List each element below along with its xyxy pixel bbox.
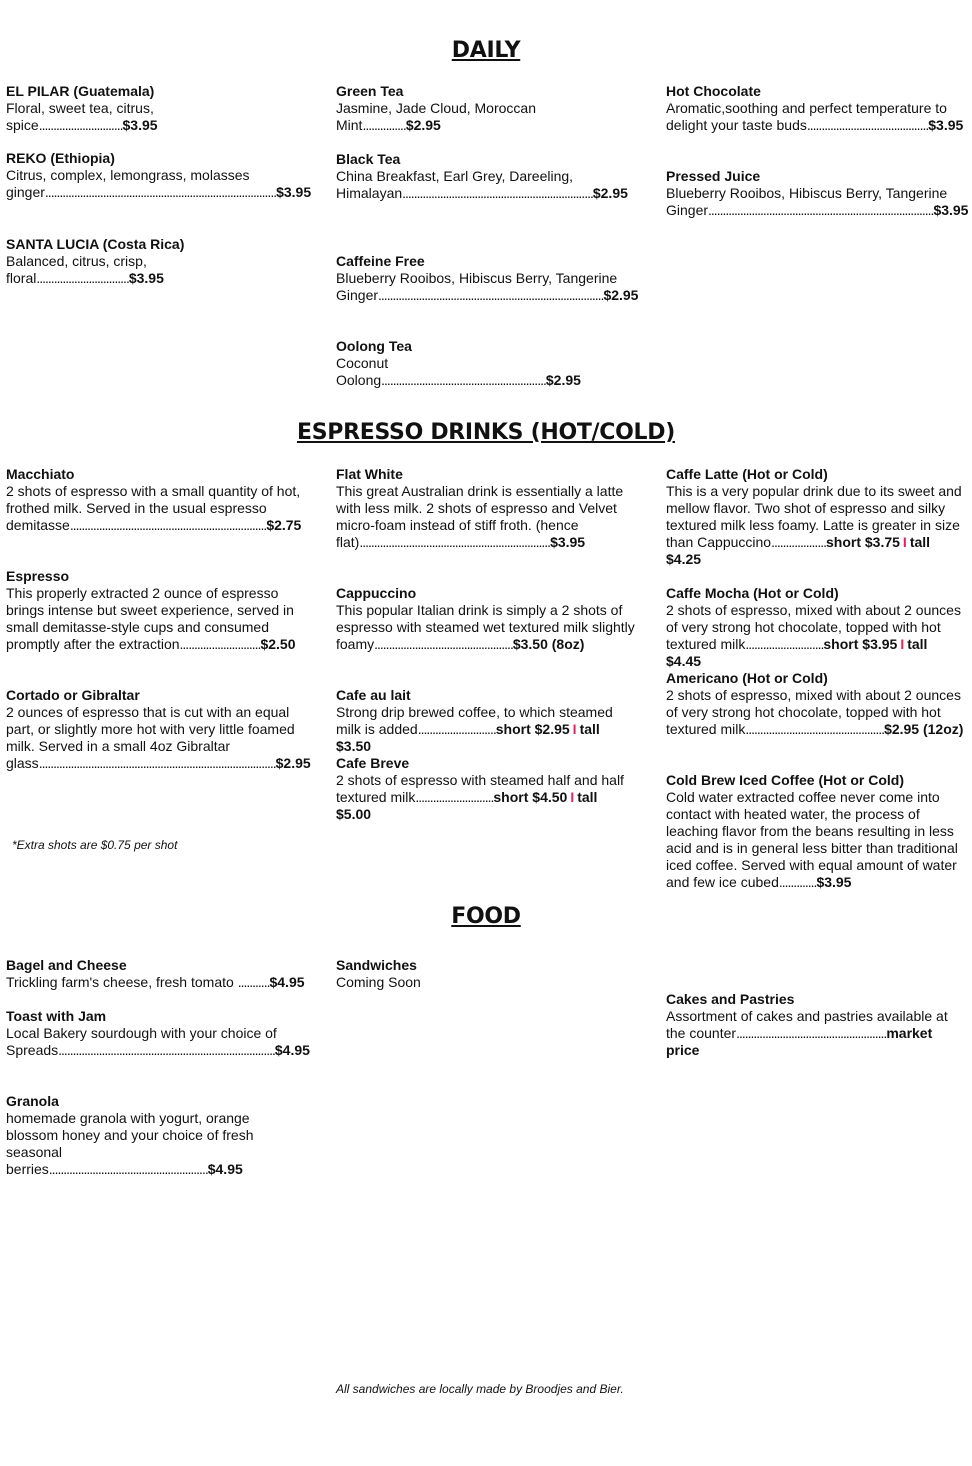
- item-name: Caffeine Free: [336, 253, 425, 269]
- item-name: Toast with Jam: [6, 1008, 107, 1024]
- leader-dots: ..............................................................................: [378, 287, 604, 303]
- item-description: Blueberry Rooibos, Hibiscus Berry, Tangerine Ginger: [666, 185, 948, 218]
- leader-dots: ................................: [36, 270, 129, 286]
- leader-dots: ...........................: [417, 721, 496, 737]
- item-price: $2.95: [545, 372, 581, 388]
- leader-dots: .............: [778, 874, 817, 890]
- item-price: $3.95: [816, 874, 852, 890]
- item-price: $4.95: [274, 1042, 310, 1058]
- item-price: $2.95: [405, 117, 441, 133]
- leader-dots: ................................................: [374, 636, 513, 652]
- item-price: $2.95: [603, 287, 639, 303]
- item-description: 2 shots of espresso, mixed with about 2 ounces of very strong hot chocolate, topped with hot textured milk: [666, 602, 961, 652]
- item-description: Citrus, complex, lemongrass, molasses ginger: [6, 167, 250, 200]
- leader-dots: ..........................................: [806, 117, 929, 133]
- menu-item: [6, 236, 306, 287]
- item-name: Cafe au lait: [336, 687, 411, 703]
- menu-item: [336, 466, 636, 551]
- menu-item: [666, 991, 966, 1059]
- sandwiches-note: All sandwiches are locally made by Broodjes and Bier.: [336, 1382, 624, 1396]
- item-name: Oolong Tea: [336, 338, 412, 354]
- item-name: Cafe Breve: [336, 755, 410, 771]
- leader-dots: ....................................................................: [69, 517, 267, 533]
- menu-item: [666, 772, 966, 891]
- leader-dots: ...........................................................................: [58, 1042, 275, 1058]
- menu-item: [336, 338, 636, 389]
- item-price-short: short $3.95: [823, 636, 898, 652]
- item-name: Sandwiches: [336, 957, 417, 973]
- leader-dots: ..................................................................: [402, 185, 593, 201]
- item-price: $2.75: [266, 517, 302, 533]
- menu-item: [6, 466, 306, 534]
- item-price: $3.50 (8oz): [512, 636, 585, 652]
- menu-item: [666, 585, 966, 670]
- item-name: Caffe Mocha (Hot or Cold): [666, 585, 839, 601]
- menu-item: [6, 1093, 306, 1178]
- item-description: Strong drip brewed coffee, to which steamed milk is added: [336, 704, 613, 737]
- section-heading-daily: DAILY: [451, 38, 521, 63]
- item-description: 2 shots of espresso with steamed half and half textured milk: [336, 772, 624, 805]
- item-description: Balanced, citrus, crisp, floral: [6, 253, 147, 286]
- item-description: Aromatic,soothing and perfect temperature to delight your taste buds: [666, 100, 947, 133]
- item-description: This is a very popular drink due to its sweet and mellow flavor. Two shot of espresso and silky textured milk less foamy. Latte is greater in size than Cappuccino: [666, 483, 962, 550]
- item-name: Bagel and Cheese: [6, 957, 127, 973]
- menu-item: [336, 151, 636, 202]
- item-price: $2.95: [592, 185, 628, 201]
- leader-dots: .......................................................: [48, 1161, 208, 1177]
- leader-dots: ...........................: [745, 636, 824, 652]
- leader-dots: ..................................................................................: [38, 755, 276, 771]
- item-description: This properly extracted 2 ounce of espresso brings intense but sweet experience, served in small demitasse-style cups and consumed promptly after the extraction: [6, 585, 294, 652]
- item-name: Cold Brew Iced Coffee (Hot or Cold): [666, 772, 904, 788]
- item-name: Americano (Hot or Cold): [666, 670, 828, 686]
- item-name: Cakes and Pastries: [666, 991, 795, 1007]
- item-description: Blueberry Rooibos, Hibiscus Berry, Tangerine Ginger: [336, 270, 618, 303]
- leader-dots: ...........: [237, 974, 270, 990]
- item-price: $2.50: [260, 636, 296, 652]
- item-price: $2.95 (12oz): [884, 721, 964, 737]
- item-price: $3.95: [122, 117, 158, 133]
- menu-item: [336, 687, 636, 755]
- item-price: $2.95: [275, 755, 311, 771]
- item-name: SANTA LUCIA (Costa Rica): [6, 236, 185, 252]
- item-price-short: short $3.75: [825, 534, 900, 550]
- item-name: Granola: [6, 1093, 59, 1109]
- item-name: REKO (Ethiopia): [6, 150, 115, 166]
- menu-item: [6, 568, 306, 653]
- item-price: $4.95: [269, 974, 305, 990]
- menu-item: [6, 83, 306, 134]
- leader-dots: .............................: [38, 117, 123, 133]
- item-description: This popular Italian drink is simply a 2 shots of espresso with steamed wet textured milk slightly foamy: [336, 602, 635, 652]
- item-name: Green Tea: [336, 83, 404, 99]
- section-heading-food: FOOD: [451, 904, 521, 929]
- item-description: China Breakfast, Earl Grey, Dareeling, Himalayan: [336, 168, 574, 201]
- item-price-tall: tall $4.25: [666, 534, 931, 567]
- item-description: Coming Soon: [336, 974, 421, 990]
- leader-dots: ..............................................................................: [708, 202, 934, 218]
- price-separator: I: [902, 534, 907, 550]
- item-price: $4.95: [207, 1161, 243, 1177]
- item-description: Coconut Oolong: [336, 355, 389, 388]
- menu-item: [336, 83, 636, 134]
- item-description: homemade granola with yogurt, orange blossom honey and your choice of fresh seasonal berries: [6, 1110, 254, 1177]
- item-price-short: short $4.50: [493, 789, 568, 805]
- leader-dots: ..................................................................: [359, 534, 551, 550]
- menu-item: [6, 957, 306, 991]
- item-name: Cappuccino: [336, 585, 417, 601]
- item-price: $3.95: [128, 270, 164, 286]
- menu-item: [6, 150, 312, 201]
- menu-item: [6, 687, 311, 772]
- item-description: Jasmine, Jade Cloud, Moroccan Mint: [336, 100, 536, 133]
- leader-dots: ...............: [362, 117, 406, 133]
- leader-dots: ...................: [771, 534, 826, 550]
- extra-shots-note: *Extra shots are $0.75 per shot: [12, 838, 178, 852]
- item-price-short: short $2.95: [495, 721, 570, 737]
- leader-dots: ................................................: [745, 721, 885, 737]
- item-description: 2 ounces of espresso that is cut with an equal part, or slightly more hot with very little foamed milk. Served in a small 4oz Gibraltar glass: [6, 704, 295, 771]
- item-name: Pressed Juice: [666, 168, 761, 184]
- item-description: Floral, sweet tea, citrus, spice: [6, 100, 154, 133]
- menu-item: [336, 957, 636, 991]
- price-separator: I: [572, 721, 577, 737]
- item-name: Hot Chocolate: [666, 83, 761, 99]
- item-description: Assortment of cakes and pastries available at the counter: [666, 1008, 948, 1041]
- leader-dots: ...........................: [415, 789, 494, 805]
- menu-item: [666, 168, 969, 219]
- item-name: Macchiato: [6, 466, 75, 482]
- leader-dots: ....................................................: [736, 1025, 887, 1041]
- price-separator: I: [900, 636, 905, 652]
- price-separator: I: [570, 789, 575, 805]
- leader-dots: .........................................................: [381, 372, 546, 388]
- item-name: EL PILAR (Guatemala): [6, 83, 155, 99]
- menu-item: [666, 466, 966, 568]
- menu-item: [6, 1008, 310, 1059]
- item-price-tall: tall $5.00: [336, 789, 598, 822]
- menu-item: [666, 670, 966, 738]
- menu-item: [336, 253, 639, 304]
- item-name: Flat White: [336, 466, 403, 482]
- item-price-tall: tall $3.50: [336, 721, 600, 754]
- item-name: Cortado or Gibraltar: [6, 687, 140, 703]
- item-price-tall: tall $4.45: [666, 636, 928, 669]
- item-price: market price: [666, 1025, 933, 1058]
- item-name: Caffe Latte (Hot or Cold): [666, 466, 828, 482]
- item-description: Trickling farm's cheese, fresh tomato: [6, 974, 238, 990]
- item-description: 2 shots of espresso, mixed with about 2 ounces of very strong hot chocolate, topped with hot textured milk: [666, 687, 961, 737]
- menu-item: [336, 585, 636, 653]
- section-heading-espresso: ESPRESSO DRINKS (HOT/COLD): [297, 420, 675, 445]
- item-price: $3.95: [550, 534, 586, 550]
- item-name: Espresso: [6, 568, 70, 584]
- item-price: $3.95: [933, 202, 969, 218]
- item-description: This great Australian drink is essentially a latte with less milk. 2 shots of espresso and Velvet micro-foam instead of stiff froth. (hence flat): [336, 483, 624, 550]
- item-name: Black Tea: [336, 151, 401, 167]
- leader-dots: ............................: [179, 636, 261, 652]
- item-description: Cold water extracted coffee never come into contact with heated water, the process of leaching flavor from the beans resulting in less acid and is in general less bitter than traditional iced coffee. Served with equal amount of water and few ice cubed: [666, 789, 958, 890]
- item-price: $3.95: [276, 184, 312, 200]
- item-price: $3.95: [928, 117, 964, 133]
- leader-dots: ................................................................................: [44, 184, 277, 200]
- menu-item: [336, 755, 636, 823]
- item-description: 2 shots of espresso with a small quantity of hot, frothed milk. Served in the usual espresso demitasse: [6, 483, 301, 533]
- item-description: Local Bakery sourdough with your choice of Spreads: [6, 1025, 277, 1058]
- menu-item: [666, 83, 966, 134]
